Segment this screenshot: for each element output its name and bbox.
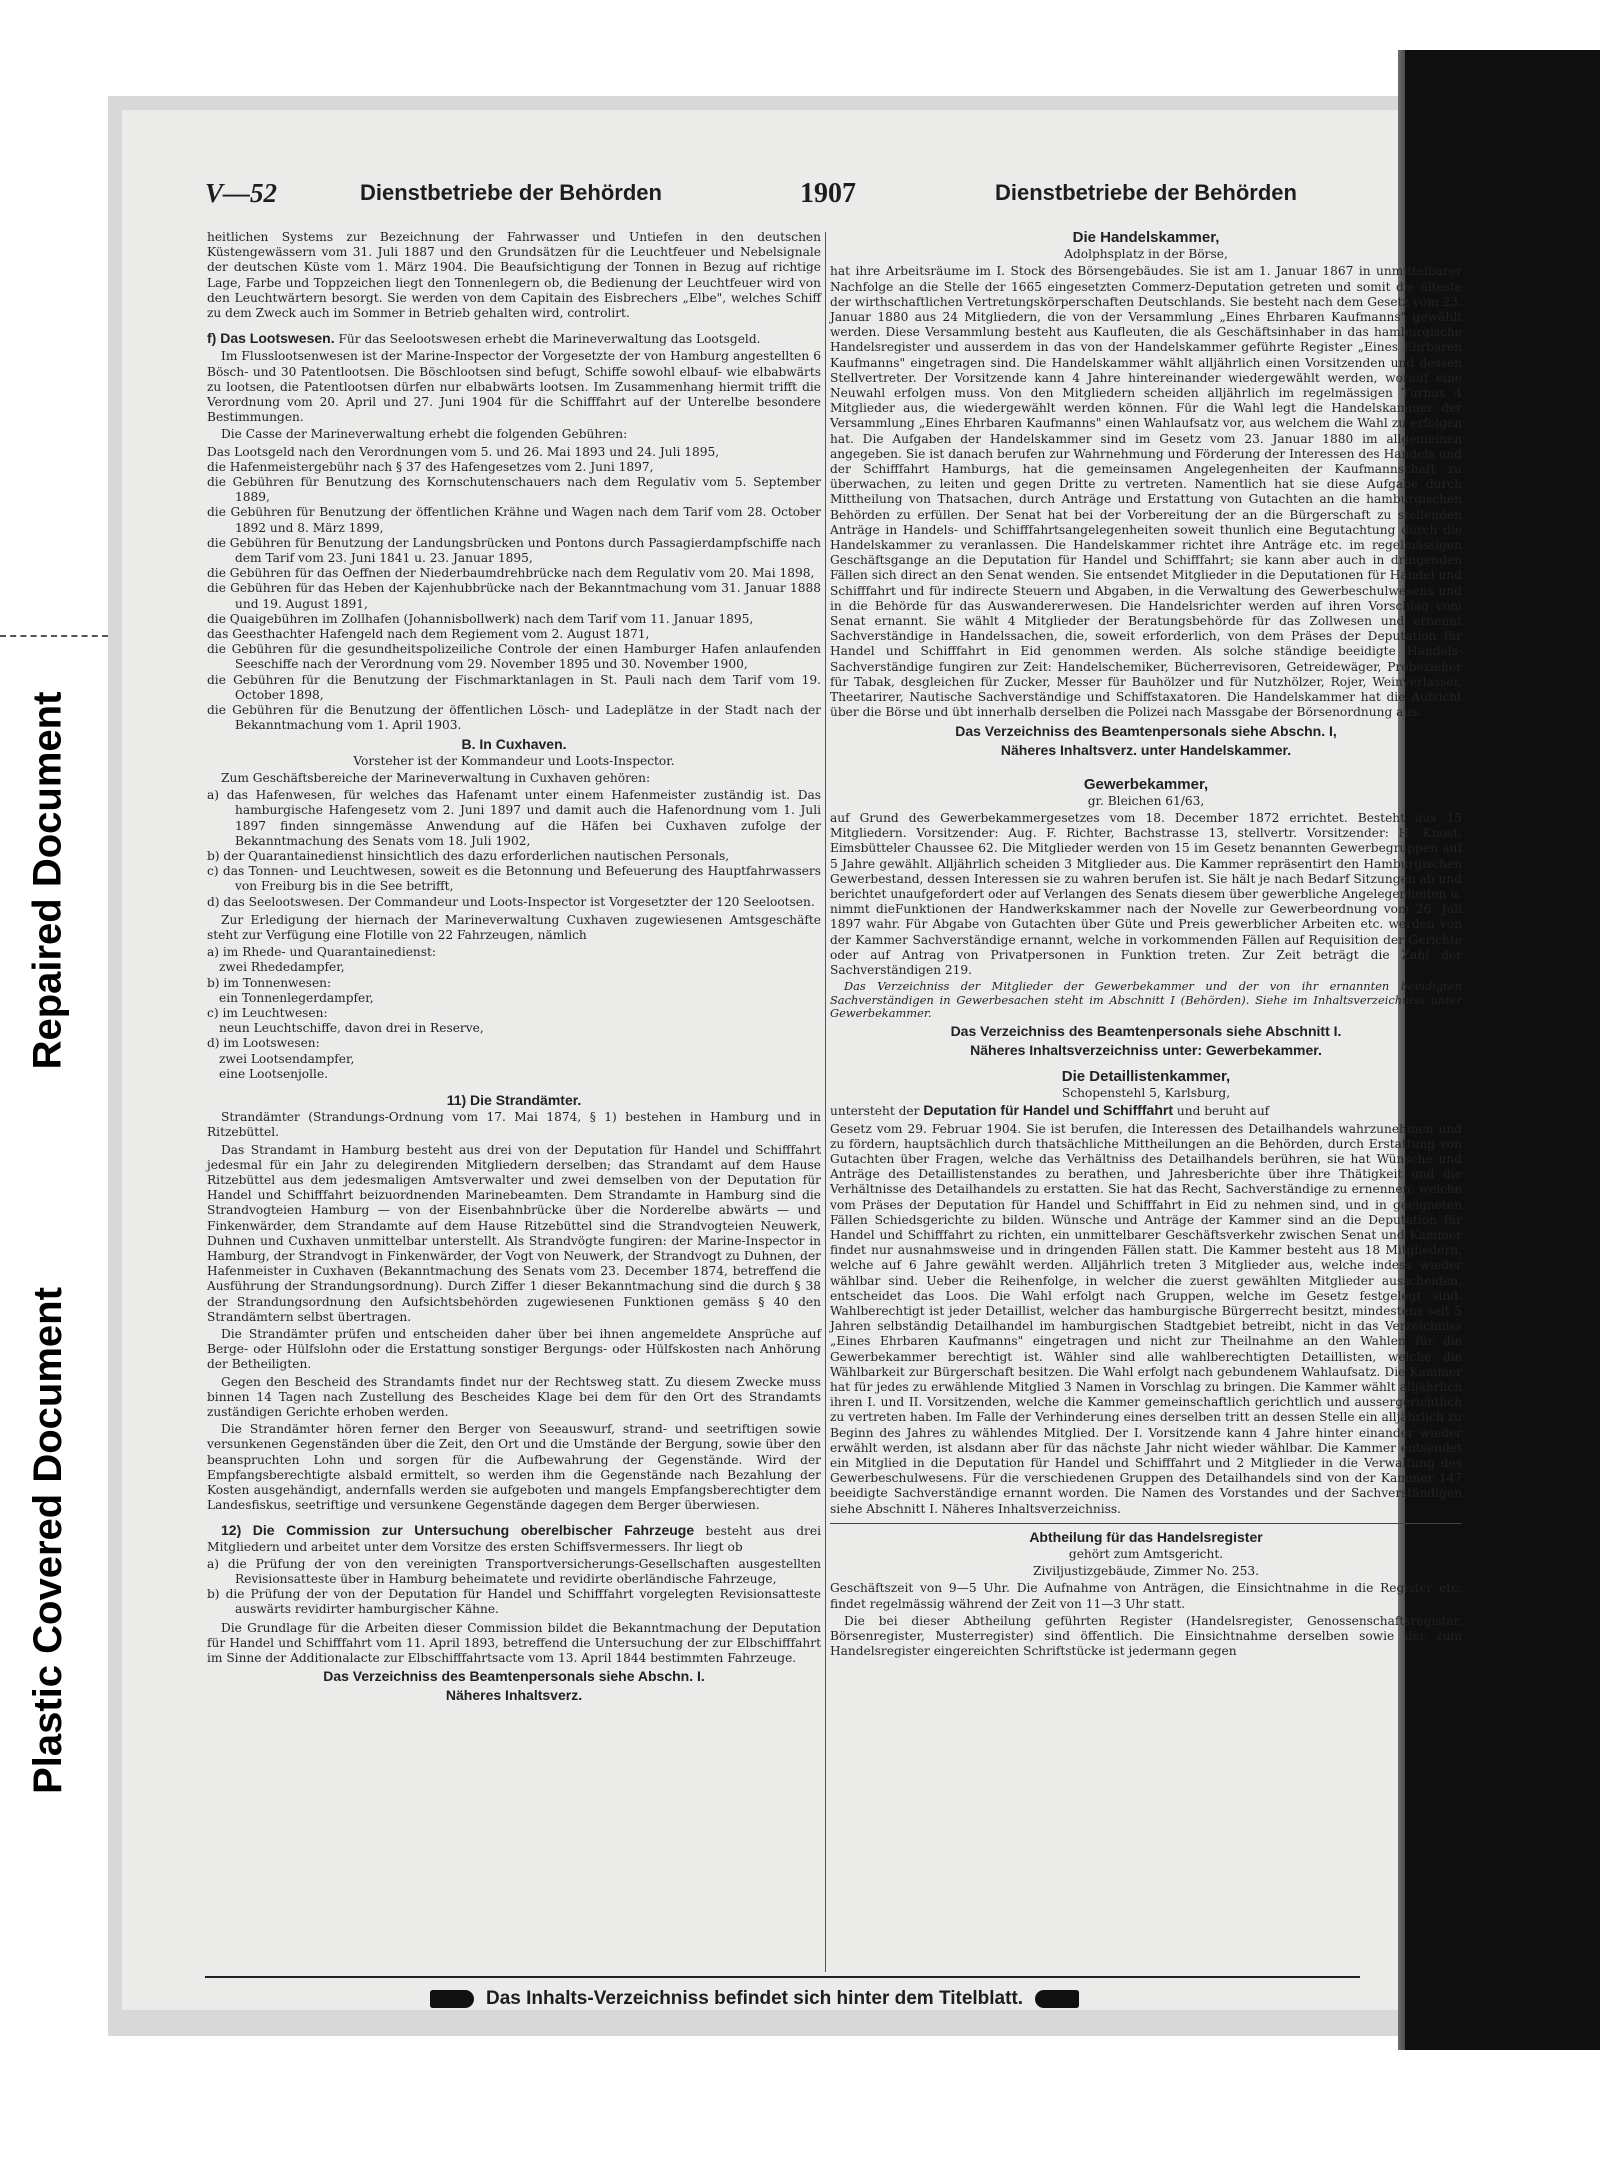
list-item: die Hafenmeistergebühr nach § 37 des Hafengesetzes vom 2. Juni 1897, [207, 459, 654, 474]
column-divider [825, 232, 826, 1972]
commission-paragraph-2: Die Grundlage für die Arbeiten dieser Commission bildet die Bekanntmachung der Deputation für Handel und Schifffahrt vom 11. April 1893, betreffend die Untersuchung der zur Elbschifffahrt im Sinne der Additionalacte zur Elbschifffahrtsacte vom 13. April 1844 bestimmten Fahrzeuge. [207, 1620, 821, 1666]
handelsregister-paragraph-2: Die bei dieser Abtheilung geführten Register (Handelsregister, Genossenschaftsregister, Börsenregister, Musterregister) sind öffentlich. Die Einsichtnahme derselben sowie der zum Handelsregister eingereichten Schriftstücke ist jedermann gegen [830, 1613, 1462, 1659]
detaillistenkammer-address: Schopenstehl 5, Karlsburg, [1061, 1086, 1231, 1101]
footer-note [430, 1988, 1330, 2010]
footer-rule [205, 1976, 1360, 1978]
plastic-covered-document-label: Plastic Covered Document [25, 1286, 70, 1794]
list-item: b) der Quarantainedienst hinsichtlich des dazu erforderlichen nautischen Personals, [207, 848, 730, 863]
list-item: die Gebühren für Benutzung der Landungsbrücken und Pontons durch Passagierdampfschiffe nach dem Tarif vom 23. Juni 1841 u. 23. Januar 1895, [207, 535, 821, 566]
gewerbekammer-reference-1: Das Verzeichniss des Beamtenpersonals siehe Abschnitt I. [950, 1022, 1342, 1039]
list-item: a) im Rhede- und Quarantainedienst: [207, 945, 437, 960]
list-item: das Geesthachter Hafengeld nach dem Regiement vom 2. August 1871, [207, 627, 650, 642]
list-item: die Gebühren für das Oeffnen der Niederbaumdrehbrücke nach dem Regulativ vom 20. Mai 1898, [207, 566, 815, 581]
strand-paragraph-5: Die Strandämter hören ferner den Berger von Seeauswurf, strand- und seetriftigen sowie versunkenen Gegenständen über die Zeit, den Ort und die Umstände der Bergung, sowie über den beanspruchten Lohn und sorgen für die Aufbewahrung der Gegenstände. Wird der Empfangsberechtigte alsbald ermittelt, so werden ihm die Gegenstände nach Bezahlung der Kosten ausgehändigt, andernfalls werden sie aufgeboten und mangels Empfangsberechtigter dem Landesfiskus, seetriftige und versunkene Gegenstände dagegen dem Berger überwiesen. [207, 1422, 821, 1513]
lootsen-title: f) Das Lootswesen. [207, 330, 335, 347]
gewerbekammer-note: Das Verzeichniss der Mitglieder der Gewerbekammer und der von ihr ernannten beeidigten Sachverständigen in Gewerbesachen steht im Abschnitt I (Behörden). Siehe im Inhaltsverzeichniss unter Gewerbekammer. [830, 979, 1462, 1021]
casse-paragraph: Die Casse der Marineverwaltung erhebt die folgenden Gebühren: [221, 427, 628, 442]
list-item: zwei Lootsendampfer, [219, 1051, 355, 1066]
list-item: a) das Hafenwesen, für welches das Hafenamt unter einem Hafenmeister zuständig ist. Das hamburgische Hafengesetz vom 2. Juni 1897 und damit auch die Hafenordnung vom 1. Juli 1897 finden sinngemässe Anwendung auf die Häfen bei Cuxhaven zufolge der Bekanntmachung des Senats vom 18. Juli 1902, [207, 788, 821, 848]
gewerbekammer-address: gr. Bleichen 61/63, [1087, 793, 1205, 808]
list-item: die Gebühren für Benutzung der öffentlichen Krähne und Wagen nach dem Tarif vom 28. October 1892 und 8. März 1899, [207, 505, 821, 535]
divider-line [0, 635, 108, 637]
cuxhaven-list [207, 788, 821, 910]
detaillistenkammer-title: Die Detaillistenkammer, [1061, 1067, 1231, 1085]
list-item: c) das Tonnen- und Leuchtwesen, soweit es die Betonnung und Befeuerung des Hauptfahrwassers von Freiburg bis in die See betrifft, [207, 864, 821, 894]
list-item: die Gebühren für die gesundheitspolizeiliche Controle der einen Hamburger Hafen anlaufenden Seeschiffe nach der Verordnung vom 29. November 1895 und 30. November 1900, [207, 642, 821, 672]
gewerbekammer-paragraph: auf Grund des Gewerbekammergesetzes vom 18. December 1872 errichtet. Besteht aus 15 Mitgliedern. Vorsitzender: Aug. F. Richter, Bachstrasse 13, stellvertr. Vorsitzender: H. Knost, Eimsbütteler Chaussee 62. Die Mitglieder werden von 15 im Gesetz benannten Gewerbegruppen auf 5 Jahre gewählt. Alljährlich scheiden 3 Mitglieder aus. Die Kammer repräsentirt den Hamburgischen Gewerbestand, dessen Interessen sie zu wahren berufen ist. Sie hält je nach Bedarf Sitzungen ab und berichtet unaufgefordert oder auf Verlangen des Senats diesem über gewerbliche Angelegenheiten u. nimmt dieFunktionen der Handwerkskammer nach der Novelle zur Gewerbeordnung vom 26. Juli 1897 wahr. Für Abgabe von Gutachten über Güte und Preis gewerblicher Arbeiten etc. werden von der Kammer Sachverständige ernannt, welche in vorkommenden Fällen auf Requisition der Gerichte oder auf Antrag von Privatpersonen in Funktion treten. Zur Zeit beträgt die Zahl der Sachverständigen 219. [830, 810, 1462, 977]
handelsregister-title: Abtheilung für das Handelsregister [1029, 1528, 1263, 1545]
footer-text: Das Inhalts-Verzeichniss befindet sich hinter dem Titelblatt. [486, 1988, 1024, 2009]
list-item: die Gebühren für die Benutzung der Fischmarktanlagen in St. Pauli nach dem Tarif vom 19. October 1898, [207, 672, 821, 702]
detaillistenkammer-lead: untersteht der Deputation für Handel und Schifffahrt und beruht auf [830, 1102, 1270, 1119]
left-column [207, 230, 821, 1706]
strand-paragraph-4: Gegen den Bescheid des Strandamts findet nur der Rechtsweg statt. Zu diesem Zwecke muss binnen 14 Tagen nach Zustellung des Bescheides Klage bei dem für den Ort des Strandamts zuständigen Gerichte erhoben werden. [207, 1374, 821, 1420]
handelskammer-reference-1: Das Verzeichniss des Beamtenpersonals siehe Abschn. I, [955, 722, 1337, 739]
handelsregister-address: Ziviljustizgebäude, Zimmer No. 253. [1033, 1564, 1259, 1579]
list-item: c) im Leuchtwesen: [207, 1005, 328, 1020]
list-item: zwei Rhededampfer, [219, 960, 345, 975]
header-title-right: Dienstbetriebe der Behörden [995, 180, 1297, 205]
list-item: d) im Lootswesen: [207, 1036, 320, 1051]
handelskammer-title: Die Handelskammer, [1072, 229, 1220, 246]
handelskammer-address: Adolphsplatz in der Börse, [1064, 247, 1228, 262]
handelskammer-reference-2: Näheres Inhaltsverz. unter Handelskammer. [1000, 741, 1292, 758]
gewerbekammer-title: Gewerbekammer, [1083, 775, 1209, 793]
flotille-list [207, 945, 821, 1082]
flotille-intro: Zur Erledigung der hiernach der Marineverwaltung Cuxhaven zugewiesenen Amtsgeschäfte steht zur Verfügung eine Flotille von 22 Fahrzeugen, nämlich [207, 912, 821, 942]
cuxhaven-subtitle: Vorsteher ist der Kommandeur und Loots-Inspector. [353, 753, 675, 768]
strand-paragraph-2: Das Strandamt in Hamburg besteht aus drei von der Deputation für Handel und Schifffahrt jedesmal für ein Jahr zu delegirenden Mitgliedern derselben; das Strandamt auf dem Hause Ritzebüttel aus dem jedesmaligen Amtsverwalter und zwei demselben von der Deputation für Handel und Schifffahrt beizuordnenden Marinebeamten. Dem Strandamte in Hamburg sind die Strandvogteien Hamburg — von der Eisenbahnbrücke über die Norderelbe abwärts — und Finkenwärder, dem Strandamte auf dem Hause Ritzebüttel sind die Strandvogteien Neuwerk, Duhnen und Cuxhaven unmittelbar unterstellt. Als Strandvögte fungiren: der Marine-Inspector in Hamburg, der Strandvogt in Finkenwärder, der Vogt von Neuwerk, der Strandvogt zu Duhnen, der Hafenmeister in Cuxhaven (Bekanntmachung des Senats vom 23. December 1874, betreffend die Ausführung der Strandungsordnung). Durch Ziffer 1 dieser Bekanntmachung sind die durch § 38 der Strandungsordnung den Aufsichtsbehörden zugewiesenen Funktionen gemäss § 40 den Strandämtern selbst übertragen. [207, 1142, 821, 1324]
handelskammer-paragraph: hat ihre Arbeitsräume im I. Stock des Börsengebäudes. Sie ist am 1. Januar 1867 in unmittelbarer Nachfolge an die Stelle der 1665 eingesetzten Commerz-Deputation getreten und somit die älteste der wirthschaftlichen Vertretungskörperschaften Deutschlands. Sie besteht nach dem Gesetz vom 23. Januar 1880 aus 24 Mitgliedern, die von der Versammlung „Eines Ehrbaren Kaufmanns" gewählt werden. Diese Versammlung besteht aus Kaufleuten, die als Geschäftsinhaber in das hamburgische Handelsregister und ausserdem in das von der Handelskammer geführte Register „Eines Ehrbaren Kaufmanns" eingetragen sind. Die Handelskammer wählt alljährlich einen Vorsitzenden und dessen Stellvertreter. Der Vorsitzende kann 4 Jahre hintereinander wiedergewählt werden, worauf eine Neuwahl erfolgen muss. Von den Mitgliedern scheiden alljährlich im regelmässigen Turnus 4 Mitglieder aus, die wiedergewählt werden können. Für die Wahl legt die Handelskammer der Versammlung „Eines Ehrbaren Kaufmanns" einen Wahlaufsatz vor, aus welchem die Wahl zu erfolgen hat. Die Aufgaben der Handelskammer sind im Gesetz vom 23. Januar 1880 im allgemeinen angegeben. Sie ist danach berufen zur Wahrnehmung und Förderung der Interessen des Handels und der Schifffahrt Hamburgs, hat die gemeinsamen Angelegenheiten der Kaufmannschaft zu überwachen, zu leiten und gegen Dritte zu vertreten. Namentlich hat sie diese Aufgabe durch Mittheilung von Thatsachen, durch Anträge und Erstattung von Gutachten an die hamburgischen Behörden zu erfüllen. Der Senat hat bei der Vorbereitung der an die Bürgerschaft zu stellenden Anträge in Handels- und Schifffahrtsangelegenheiten soweit thunlich eine Begutachtung durch die Handelskammer zu veranlassen. Die Handelskammer richtet ihre Anträge etc. im regelmässigen Geschäftsgange an die Deputation für Handel und Schifffahrt; sie kann aber auch in dringenden Fällen sich direct an den Senat wenden. Sie entsendet Mitglieder in die Deputationen für Handel und Schifffahrt und für indirecte Steuern und Abgaben, in die Verwaltung des Gewerbeschulwesens und in die Behörde für das Auswandererwesen. Die Handelsrichter werden auf ihren Vorschlag vom Senat ernannt. Sie wählt 4 Mitglieder der Beratungsbehörde für das Zollwesen und ernennt Sachverständige in Handelssachen, die, soweit erforderlich, von dem Präses der Deputation für Handel und Schifffahrt in Eid genommen werden. Als solche ständige beeidigte Handels-Sachverständige fungiren zur Zeit: Handelschemiker, Bücherrevisoren, Getreidewäger, Probezieher für Tabak, desgleichen für Zucker, Messer für Bauhölzer und für Nutzhölzer, Rojer, Weinverlasser, Theetarirer, Nautische Sachverständige und Schiffstaxatoren. Die Handelskammer hat die Aufsicht über die Börse und übt innerhalb derselben die Polizei nach Massgabe der Börsenordnung aus. [830, 264, 1462, 720]
commission-list [207, 1557, 821, 1618]
lootsen-paragraph: f) Das Lootswesen. Für das Seelootswesen erhebt die Marineverwaltung das Lootsgeld. [207, 330, 761, 347]
header-year: 1907 [800, 178, 856, 209]
fee-list [207, 445, 821, 734]
commission-reference-1: Das Verzeichniss des Beamtenpersonals siehe Abschn. I. [323, 1668, 705, 1685]
list-item: eine Lootsenjolle. [219, 1066, 329, 1081]
handelsregister-paragraph-1: Geschäftszeit von 9—5 Uhr. Die Aufnahme von Anträgen, die Einsichtnahme in die Register etc. findet regelmässig während der Zeit von 11—3 Uhr statt. [830, 1581, 1462, 1611]
strandaemter-title: 11) Die Strandämter. [446, 1091, 582, 1108]
gewerbekammer-reference-2: Näheres Inhaltsverzeichniss unter: Gewerbekammer. [970, 1041, 1322, 1058]
page-number: V—52 [205, 178, 278, 208]
commission-paragraph: 12) Die Commission zur Untersuchung oberelbischer Fahrzeuge besteht aus drei Mitgliedern und arbeitet unter dem Vorsitze des ersten Schiffsvermessers. Ihr liegt ob [207, 1522, 821, 1554]
pointing-hand-icon [430, 1990, 474, 2008]
list-item: b) die Prüfung der von der Deputation für Handel und Schifffahrt vorgelegten Revisionsatteste auswärts revidirter hamburgischer Kähne. [207, 1587, 821, 1617]
page-header [205, 178, 1355, 212]
list-item: die Quaigebühren im Zollhafen (Johannisbollwerk) nach dem Tarif vom 11. Januar 1895, [207, 611, 754, 626]
repaired-document-label: Repaired Document [25, 691, 70, 1069]
list-item: b) im Tonnenwesen: [207, 975, 332, 990]
list-item: d) das Seelootswesen. Der Commandeur und Loots-Inspector ist Vorgesetzter der 120 Seelootsen. [207, 894, 815, 909]
header-title-left: Dienstbetriebe der Behörden [360, 180, 662, 205]
pointing-hand-icon [1035, 1990, 1079, 2008]
list-item: ein Tonnenlegerdampfer, [219, 990, 374, 1005]
strand-paragraph-3: Die Strandämter prüfen und entscheiden daher über bei ihnen angemeldete Ansprüche auf Berge- oder Hülfslohn oder die Erstattung sonstiger Bergungs- oder Hülfskosten nach Anhörung der Betheiligten. [207, 1327, 821, 1372]
list-item: Das Lootsgeld nach den Verordnungen vom 5. und 26. Mai 1893 und 24. Juli 1895, [207, 444, 720, 459]
lootsen-paragraph-2: Im Flusslootsenwesen ist der Marine-Inspector der Vorgesetzte der von Hamburg angestellten 6 Bösch- und 30 Patentlootsen. Die Böschlootsen sind befugt, Schiffe sowohl elbauf- wie elbabwärts zu lootsen, die Patentlootsen dürfen nur elbabwärts lootsen. Im Zusammenhang hiermit trifft die Verordnung vom 20. April und 27. Juni 1904 für die Schifffahrt auf der Unterelbe besondere Bestimmungen. [207, 349, 821, 425]
cuxhaven-title: B. In Cuxhaven. [461, 735, 567, 752]
handelsregister-subtitle: gehört zum Amtsgericht. [1068, 1547, 1224, 1562]
intro-paragraph: heitlichen Systems zur Bezeichnung der Fahrwasser und Untiefen in den deutschen Küstengewässern vom 31. Juli 1887 und den Grundsätzen für die Leuchtfeuer und Nebelsignale der deutschen Küste vom 1. März 1904. Die Beaufsichtigung der Tonnen in Bezug auf richtige Lage, Farbe und Toppzeichen liegt den Tonnenlegern ob, die Bedienung der Leuchtfeuer wird von den Leuchtwärtern besorgt. Sie werden von dem Capitain des Eisbrechers „Elbe", welches Schiff zu dem Zweck auch im Sommer in Betrieb gehalten wird, controlirt. [207, 230, 821, 321]
list-item: a) die Prüfung der von den vereinigten Transportversicherungs-Gesellschaften ausgestellten Revisionsatteste über in Hamburg beheimatete und revidirte oberländische Fahrzeuge, [207, 1556, 821, 1587]
detaillistenkammer-paragraph: Gesetz vom 29. Februar 1904. Sie ist berufen, die Interessen des Detailhandels wahrzunehmen und zu fördern, hauptsächlich durch thatsächliche Mittheilungen an die Behörden, durch Erstattung von Gutachten über Fragen, welche das Verhältniss des Detailhandels berühren, sie hat Wünsche und Anträge des Detaillistenstandes zu berathen, und Jahresberichte über ihre Thätigkeit und die Verhältnisse des Detailhandels zu erstatten. Sie hat das Recht, Sachverständige zu ernennen, welche vom Präses der Deputation für Handel und Schifffahrt in Eid zu nehmen sind, und in geeigneten Fällen Schiedsgerichte zu bilden. Wünsche und Anträge der Kammer sind an die Deputation für Handel und Schifffahrt zu richten, ein unmittelbarer Geschäftsverkehr zwischen Senat und Kammer findet nur ausnahmsweise und in dringenden Fällen statt. Die Kammer besteht aus 18 Mitgliedern, welche auf 6 Jahre gewählt werden. Alljährlich treten 3 Mitglieder aus, welche indess wieder wählbar sind. Ueber die Reihenfolge, in welcher die zuerst gewählten Mitglieder ausscheiden, entscheidet das Loos. Die Wahl erfolgt nach Gruppen, welche im Gesetz festgelegt sind. Wahlberechtigt ist jeder Detaillist, welcher das hamburgische Bürgerrecht besitzt, mindestens seit 5 Jahren selbständig Detailhandel im hamburgischen Stadtgebiet betreibt, nicht in das Verzeichniss „Eines Ehrbaren Kaufmanns" eingetragen und nicht zur Theilnahme an den Wahlen für die Gewerbekammer berechtigt ist. Wähler sind alle wahlberechtigten Detaillisten, welche die Wählbarkeit zur Bürgerschaft besitzen. Die Wahl erfolgt nach gebundenem Wahlaufsatz. Die Kammer hat für jedes zu erwählende Mitglied 3 Namen in Vorschlag zu bringen. Die Kammer wählt alljährlich ihren I. und II. Vorsitzenden, welche die Kammer gemeinschaftlich gerichtlich und aussergerichtlich zu vertreten haben. Im Falle der Verhinderung eines derselben tritt an dessen Stelle ein alljährlich zu Beginn des Jahres zu wählendes Mitglied. Der I. Vorsitzende kann 4 Jahre hinter einander wieder erwählt werden, ist alsdann aber für das nächste Jahr nicht wieder wählbar. Die Kammer entsendet ein Mitglied in die Deputation für Handel und Schifffahrt und 2 Mitglieder in die Verwaltung des Gewerbeschulwesens. Für die verschiedenen Gruppen des Detailhandels sind von der Kammer 147 beeidigte Sachverständige ernannt worden. Die Namen des Vorstandes und der Sachverständigen siehe Abschnitt I. Näheres Inhaltsverzeichniss. [830, 1121, 1462, 1516]
list-item: neun Leuchtschiffe, davon drei in Reserve, [219, 1021, 484, 1036]
list-item: die Gebühren für das Heben der Kajenhubbrücke nach der Bekanntmachung vom 31. Januar 1888 und 19. August 1891, [207, 581, 821, 611]
strand-paragraph-1: Strandämter (Strandungs-Ordnung vom 17. Mai 1874, § 1) bestehen in Hamburg und in Ritzebüttel. [207, 1110, 821, 1140]
commission-reference-2: Näheres Inhaltsverz. [445, 1687, 583, 1704]
list-item: die Gebühren für die Benutzung der öffentlichen Lösch- und Ladeplätze in der Stadt nach der Bekanntmachung vom 1. April 1903. [207, 703, 821, 733]
section-divider [830, 1523, 1462, 1524]
list-item: die Gebühren für Benutzung des Kornschutenschauers nach dem Regulativ vom 5. September 1889, [207, 475, 821, 505]
cuxhaven-intro: Zum Geschäftsbereiche der Marineverwaltung in Cuxhaven gehören: [221, 770, 651, 785]
commission-title: 12) Die Commission zur Untersuchung oberelbischer Fahrzeuge [221, 1522, 695, 1539]
right-column [830, 230, 1462, 1661]
